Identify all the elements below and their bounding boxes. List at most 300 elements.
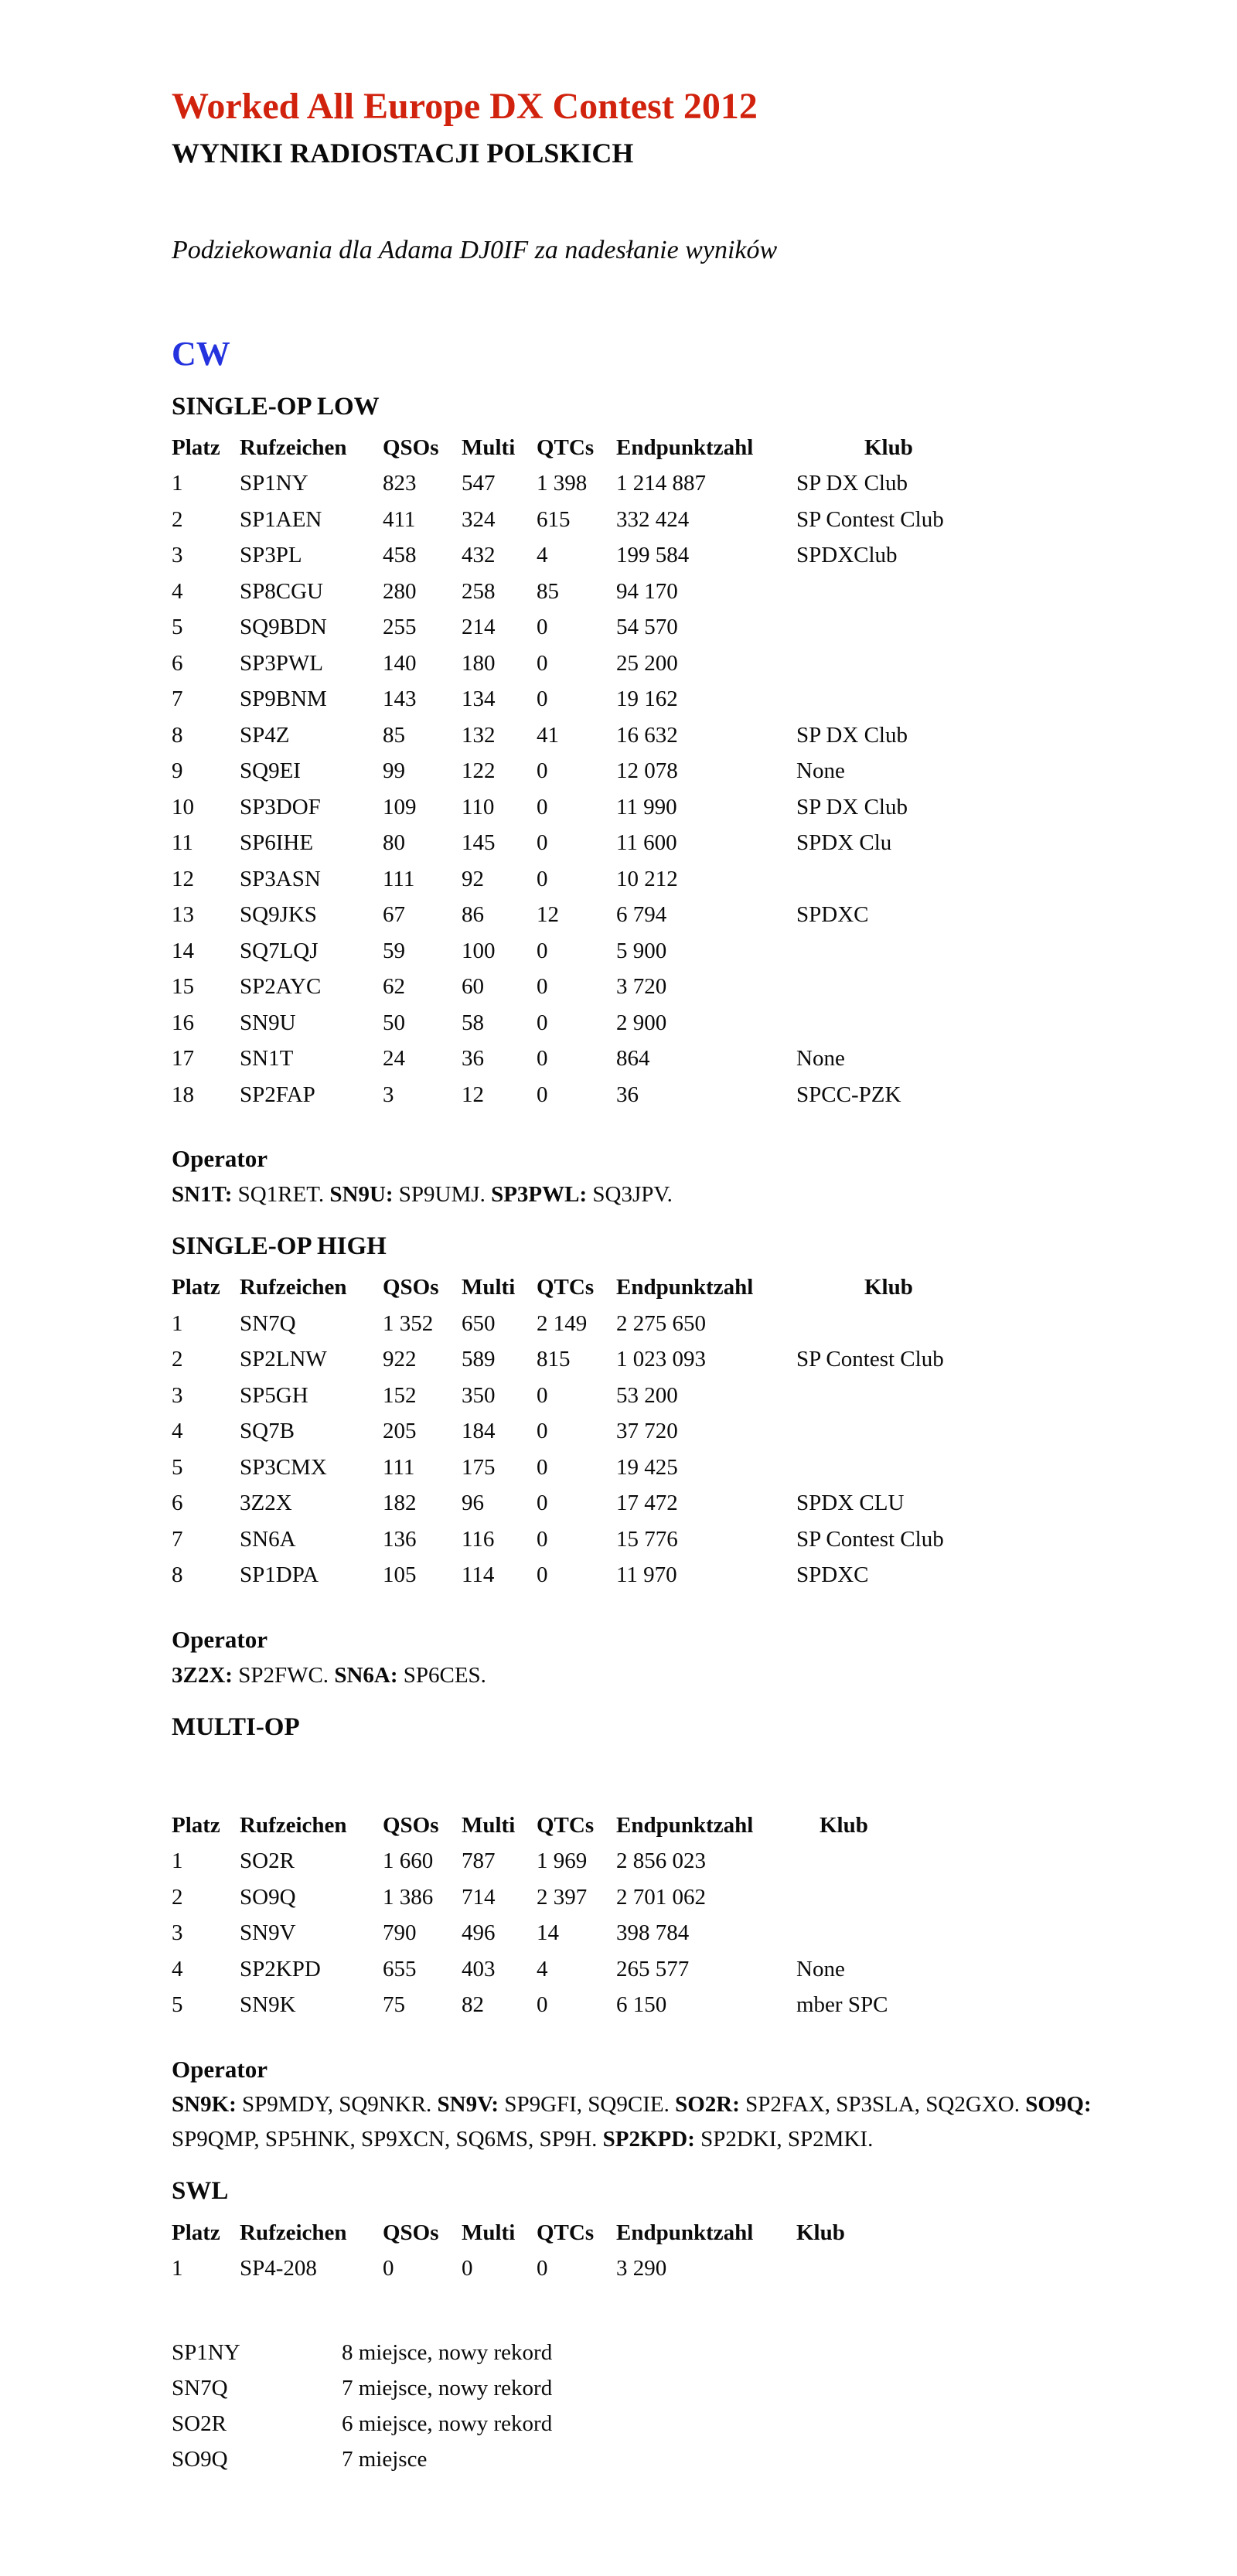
cell-klub: SP Contest Club [796,1526,944,1552]
operator-heading-multi-op: Operator [172,2055,268,2083]
cell-multi: 432 [462,543,496,568]
cell-rufzeichen: SP2KPD [240,1956,321,1981]
cell-multi: 134 [462,687,496,712]
header-cell-endpunktzahl: Endpunktzahl [616,1812,754,1838]
cell-rufzeichen: SP1NY [240,471,308,496]
section-heading-multi-op: MULTI-OP [172,1712,300,1741]
cell-qsos: 182 [383,1491,417,1516]
cell-endpunktzahl: 6 794 [616,902,667,928]
operator-callsign: SN9U: [329,1182,394,1208]
section-heading-single-op-low: SINGLE-OP LOW [172,392,380,421]
cell-platz: 10 [172,794,194,819]
cell-rufzeichen: SP2LNW [240,1347,327,1372]
cell-qtcs: 12 [537,902,559,928]
cell-qsos: 823 [383,471,417,496]
cell-multi: 0 [462,2256,473,2281]
cell-klub [796,609,1092,646]
cell-rufzeichen: SQ9JKS [240,902,317,928]
record-result: 8 miejsce, nowy rekord [342,2339,553,2365]
table-row [172,1413,1092,1450]
record-callsign: SO2R [172,2411,227,2436]
cell-endpunktzahl: 19 425 [616,1454,678,1480]
cell-multi: 122 [462,758,496,784]
cell-klub: SP DX Club [796,794,908,819]
header-cell-multi: Multi [462,434,516,460]
operator-heading-single-op-high: Operator [172,1625,268,1653]
cell-endpunktzahl: 1 214 887 [616,471,706,496]
cell-klub [796,1005,1092,1041]
cell-qsos: 922 [383,1347,417,1372]
cell-qtcs: 0 [537,1454,548,1480]
table-row [172,1879,1092,1916]
cell-qtcs: 0 [537,866,548,891]
operator-text-multi-op: SN9K: SP9MDY, SQ9NKR. SN9V: SP9GFI, SQ9CIE. SO2R: SP2FAX, SP3SLA, SQ2GXO. SO9Q: SP9QMP, SP5HNK, SP9XCN, SQ6MS, SP9H. SP2KPD: SP2DKI, SP2MKI. [172,2092,1092,2152]
cell-rufzeichen: SN9K [240,1992,296,2018]
cell-qtcs: 0 [537,1491,548,1516]
cell-platz: 13 [172,902,194,928]
cell-klub [796,2251,1092,2287]
cell-platz: 7 [172,1526,183,1552]
cell-multi: 116 [462,1526,495,1552]
record-result: 6 miejsce, nowy rekord [342,2411,553,2436]
cell-klub [796,1413,1092,1450]
cell-qsos: 655 [383,1956,417,1981]
table-row [172,1521,1092,1558]
operator-callsign: 3Z2X: [172,1662,233,1688]
cell-qsos: 105 [383,1562,417,1588]
cell-qtcs: 0 [537,830,548,856]
cell-klub: SPDX Clu [796,830,892,856]
cell-qtcs: 0 [537,758,548,784]
cell-qsos: 790 [383,1920,417,1946]
cell-platz: 11 [172,830,193,856]
section-swl [172,2177,1092,2286]
cell-platz: 4 [172,1419,183,1444]
cell-qtcs: 41 [537,722,559,748]
cell-platz: 12 [172,866,194,891]
cell-endpunktzahl: 6 150 [616,1992,667,2018]
record-result: 7 miejsce, nowy rekord [342,2375,553,2401]
cell-qsos: 136 [383,1526,417,1552]
cell-endpunktzahl: 398 784 [616,1920,690,1946]
cell-rufzeichen: SP3ASN [240,866,321,891]
cell-qsos: 1 386 [383,1884,434,1910]
cell-qsos: 143 [383,687,417,712]
cell-platz: 8 [172,1562,183,1588]
cell-multi: 258 [462,578,496,604]
header-cell-klub: Klub [796,2220,845,2245]
header-cell-endpunktzahl: Endpunktzahl [616,1275,754,1300]
cell-endpunktzahl: 2 900 [616,1010,667,1035]
cell-multi: 714 [462,1884,496,1910]
cell-qtcs: 0 [537,1562,548,1588]
cell-qsos: 1 660 [383,1849,434,1874]
table-row [172,969,1092,1005]
cell-multi: 350 [462,1382,496,1408]
cell-endpunktzahl: 5 900 [616,938,667,963]
table-row [172,1341,1092,1378]
header-cell-endpunktzahl: Endpunktzahl [616,434,754,460]
cell-rufzeichen: SP3DOF [240,794,321,819]
cell-rufzeichen: SN7Q [240,1310,296,1336]
record-row [172,2335,1092,2370]
cell-klub [796,861,1092,898]
cell-rufzeichen: SP3PL [240,543,302,568]
cell-klub [796,681,1092,717]
cell-endpunktzahl: 1 023 093 [616,1347,706,1372]
cell-qtcs: 1 398 [537,471,588,496]
record-callsign: SO9Q [172,2446,228,2472]
table-row [172,1041,1092,1077]
table-row [172,933,1092,969]
header-cell-qsos: QSOs [383,2220,439,2245]
header-cell-multi: Multi [462,2220,516,2245]
table-row [172,861,1092,898]
cell-qsos: 99 [383,758,405,784]
cell-klub: SPDXC [796,1562,869,1588]
cell-platz: 3 [172,1920,183,1946]
cell-qsos: 109 [383,794,417,819]
section-heading-swl: SWL [172,2177,229,2206]
cell-endpunktzahl: 94 170 [616,578,678,604]
cell-qsos: 75 [383,1992,405,2018]
cell-qtcs: 0 [537,974,548,1000]
cell-multi: 324 [462,506,496,532]
cell-platz: 9 [172,758,183,784]
cell-multi: 92 [462,866,484,891]
cell-rufzeichen: SO9Q [240,1884,296,1910]
cell-qsos: 458 [383,543,417,568]
cell-qsos: 255 [383,615,417,640]
cell-platz: 4 [172,578,183,604]
cell-endpunktzahl: 3 720 [616,974,667,1000]
cell-klub [796,1879,1092,1916]
cell-endpunktzahl: 16 632 [616,722,678,748]
table-row [172,1077,1092,1113]
cell-platz: 3 [172,543,183,568]
record-row [172,2406,1092,2441]
cell-qtcs: 1 969 [537,1849,588,1874]
header-cell-qsos: QSOs [383,1275,439,1300]
header-cell-platz: Platz [172,1275,220,1300]
cell-qsos: 140 [383,650,417,676]
record-result: 7 miejsce [342,2446,428,2472]
cell-endpunktzahl: 15 776 [616,1526,678,1552]
cell-klub: SP Contest Club [796,506,944,532]
cell-multi: 175 [462,1454,496,1480]
operator-text-single-op-low: SN1T: SQ1RET. SN9U: SP9UMJ. SP3PWL: SQ3JPV. [172,1182,673,1208]
cell-endpunktzahl: 25 200 [616,650,678,676]
cell-rufzeichen: SQ9BDN [240,615,327,640]
table-row [172,609,1092,646]
cell-platz: 5 [172,1992,183,2018]
table-row [172,465,1092,502]
cell-qtcs: 14 [537,1920,559,1946]
cell-rufzeichen: SP3PWL [240,650,323,676]
cell-platz: 6 [172,1491,183,1516]
cell-klub: SP Contest Club [796,1347,944,1372]
table-row [172,2251,1092,2287]
operator-callsign: SN1T: [172,1182,233,1208]
record-callsign: SP1NY [172,2339,240,2365]
cell-rufzeichen: SN9U [240,1010,296,1035]
cell-multi: 36 [462,1046,484,1072]
cell-rufzeichen: SP8CGU [240,578,323,604]
cell-rufzeichen: 3Z2X [240,1491,292,1516]
table-row [172,1450,1092,1486]
cell-klub [796,969,1092,1005]
table-row [172,1005,1092,1041]
cell-endpunktzahl: 864 [616,1046,650,1072]
cell-qtcs: 0 [537,1046,548,1072]
cell-platz: 17 [172,1046,194,1072]
section-heading-single-op-high: SINGLE-OP HIGH [172,1232,387,1261]
cell-endpunktzahl: 2 856 023 [616,1849,706,1874]
record-row [172,2441,1092,2477]
cell-klub: SP DX Club [796,722,908,748]
cell-klub [796,1306,1092,1342]
cell-endpunktzahl: 10 212 [616,866,678,891]
table-header-row [172,1269,1092,1306]
page-subtitle: WYNIKI RADIOSTACJI POLSKICH [172,137,634,169]
cell-klub: SPDXClub [796,543,898,568]
section-single-op-low [172,393,1092,1212]
cell-qsos: 111 [383,1454,415,1480]
cell-endpunktzahl: 17 472 [616,1491,678,1516]
cell-rufzeichen: SP3CMX [240,1454,327,1480]
cell-klub [796,933,1092,969]
table-header-row [172,1808,1092,1844]
cell-qsos: 152 [383,1382,417,1408]
table-row [172,502,1092,538]
cell-multi: 58 [462,1010,484,1035]
header-cell-qtcs: QTCs [537,434,595,460]
cell-rufzeichen: SP4Z [240,722,290,748]
table-row [172,1915,1092,1951]
cell-qsos: 0 [383,2256,394,2281]
cell-platz: 1 [172,2256,183,2281]
cell-qsos: 80 [383,830,405,856]
cell-klub: None [796,1956,845,1981]
header-cell-klub: Klub [864,1275,913,1300]
cell-qsos: 3 [383,1082,394,1107]
cell-qsos: 411 [383,506,416,532]
operator-callsign: SO2R: [675,2092,740,2118]
cell-qtcs: 0 [537,650,548,676]
cell-qtcs: 85 [537,578,559,604]
cell-klub [796,1378,1092,1414]
cell-endpunktzahl: 199 584 [616,543,690,568]
cell-platz: 4 [172,1956,183,1981]
records-list [172,2335,1092,2477]
operator-callsign: SN6A: [334,1662,398,1688]
header-cell-rufzeichen: Rufzeichen [240,2220,347,2245]
cell-qtcs: 615 [537,506,571,532]
table-row [172,1987,1092,2023]
cell-qtcs: 0 [537,1526,548,1552]
table-row [172,646,1092,682]
cell-rufzeichen: SN6A [240,1526,296,1552]
cell-multi: 82 [462,1992,484,2018]
cell-multi: 110 [462,794,495,819]
cell-endpunktzahl: 11 990 [616,794,677,819]
results-sections [172,393,1092,2287]
cell-qsos: 205 [383,1419,417,1444]
cell-klub: SPCC-PZK [796,1082,901,1107]
cell-qtcs: 0 [537,2256,548,2281]
table-row [172,753,1092,789]
cell-klub [796,1450,1092,1486]
table-row [172,789,1092,826]
cell-multi: 180 [462,650,496,676]
dedication-text: Podziekowania dla Adama DJ0IF za nadesłanie wyników [172,236,778,265]
cell-qtcs: 4 [537,1956,548,1981]
cell-qtcs: 2 149 [537,1310,588,1336]
cell-multi: 96 [462,1491,484,1516]
cell-rufzeichen: SP6IHE [240,830,314,856]
cell-multi: 184 [462,1419,496,1444]
cell-endpunktzahl: 2 275 650 [616,1310,706,1336]
table-row [172,1557,1092,1593]
cell-rufzeichen: SP4-208 [240,2256,317,2281]
cell-qtcs: 0 [537,1992,548,2018]
cell-endpunktzahl: 265 577 [616,1956,690,1981]
table-row [172,537,1092,574]
cell-qtcs: 0 [537,794,548,819]
table-header-row [172,430,1092,466]
cell-endpunktzahl: 332 424 [616,506,690,532]
section-multi-op [172,1713,1092,2158]
header-cell-platz: Platz [172,1812,220,1838]
cell-multi: 547 [462,471,496,496]
cell-qtcs: 0 [537,615,548,640]
header-cell-qtcs: QTCs [537,2220,595,2245]
cell-multi: 114 [462,1562,495,1588]
cell-endpunktzahl: 54 570 [616,615,678,640]
operator-callsign: SP2KPD: [602,2127,695,2152]
operator-callsign: SO9Q: [1025,2092,1092,2118]
cell-multi: 496 [462,1920,496,1946]
header-cell-platz: Platz [172,2220,220,2245]
section-single-op-high [172,1232,1092,1692]
cell-platz: 5 [172,615,183,640]
cell-qtcs: 0 [537,1382,548,1408]
table-row [172,1306,1092,1342]
operator-heading-single-op-low: Operator [172,1145,268,1173]
cell-multi: 100 [462,938,496,963]
table-row [172,825,1092,861]
table-row [172,1843,1092,1879]
cell-qtcs: 0 [537,938,548,963]
cell-multi: 787 [462,1849,496,1874]
document-content [172,87,1092,2477]
header-cell-qsos: QSOs [383,434,439,460]
record-row [172,2370,1092,2406]
cell-qtcs: 815 [537,1347,571,1372]
table-row [172,1378,1092,1414]
cell-qsos: 1 352 [383,1310,434,1336]
table-header-row [172,2215,1092,2251]
cell-qtcs: 0 [537,1010,548,1035]
header-cell-qtcs: QTCs [537,1812,595,1838]
cell-klub: SPDX CLU [796,1491,905,1516]
cell-endpunktzahl: 11 600 [616,830,677,856]
cell-multi: 60 [462,974,484,1000]
cell-qsos: 62 [383,974,405,1000]
cell-qsos: 111 [383,866,415,891]
cell-platz: 7 [172,687,183,712]
operator-callsign: SN9V: [437,2092,499,2118]
cell-qsos: 59 [383,938,405,963]
table-row [172,1485,1092,1521]
header-cell-rufzeichen: Rufzeichen [240,434,347,460]
cell-multi: 589 [462,1347,496,1372]
cell-klub [796,1915,1092,1951]
cell-rufzeichen: SQ7LQJ [240,938,319,963]
operator-text-single-op-high: 3Z2X: SP2FWC. SN6A: SP6CES. [172,1662,486,1688]
results-table-single-op-high [172,1269,1092,1593]
results-table-single-op-low [172,430,1092,1113]
cell-platz: 1 [172,471,183,496]
header-cell-klub: Klub [864,434,913,460]
cell-platz: 3 [172,1382,183,1408]
mode-heading: CW [172,335,230,373]
cell-klub [796,1843,1092,1879]
cell-platz: 5 [172,1454,183,1480]
table-row [172,1951,1092,1988]
operator-callsign: SN9K: [172,2092,237,2118]
cell-qsos: 50 [383,1010,405,1035]
cell-rufzeichen: SP2FAP [240,1082,315,1107]
header-cell-rufzeichen: Rufzeichen [240,1812,347,1838]
cell-platz: 6 [172,650,183,676]
cell-endpunktzahl: 36 [616,1082,639,1107]
cell-rufzeichen: SP1DPA [240,1562,319,1588]
cell-multi: 403 [462,1956,496,1981]
cell-rufzeichen: SN1T [240,1046,294,1072]
cell-qtcs: 2 397 [537,1884,588,1910]
table-row [172,681,1092,717]
cell-qsos: 280 [383,578,417,604]
record-callsign: SN7Q [172,2375,228,2401]
cell-klub: mber SPC [796,1992,888,2018]
cell-platz: 2 [172,506,183,532]
cell-qsos: 67 [383,902,405,928]
cell-qtcs: 0 [537,1419,548,1444]
header-cell-klub: Klub [820,1812,868,1838]
cell-rufzeichen: SP2AYC [240,974,322,1000]
cell-rufzeichen: SQ7B [240,1419,295,1444]
cell-rufzeichen: SP1AEN [240,506,322,532]
cell-rufzeichen: SO2R [240,1849,295,1874]
cell-klub: None [796,758,845,784]
header-cell-rufzeichen: Rufzeichen [240,1275,347,1300]
cell-endpunktzahl: 53 200 [616,1382,678,1408]
cell-qsos: 24 [383,1046,405,1072]
cell-multi: 12 [462,1082,484,1107]
cell-qtcs: 4 [537,543,548,568]
header-cell-qtcs: QTCs [537,1275,595,1300]
results-table-swl [172,2215,1092,2287]
cell-platz: 2 [172,1884,183,1910]
cell-platz: 18 [172,1082,194,1107]
cell-klub [796,646,1092,682]
cell-multi: 145 [462,830,496,856]
cell-klub: SPDXC [796,902,869,928]
cell-platz: 16 [172,1010,194,1035]
table-row [172,897,1092,933]
cell-klub [796,574,1092,610]
